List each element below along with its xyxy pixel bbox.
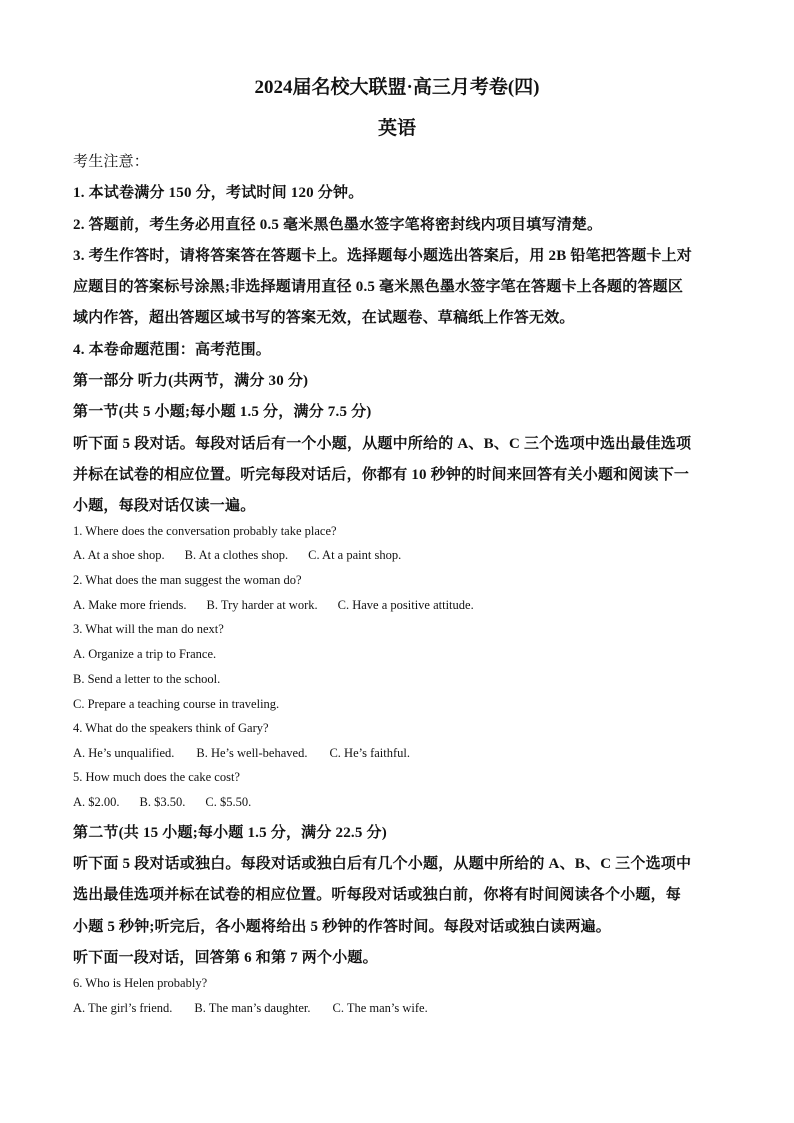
question-6-option-b: B. The man’s daughter. bbox=[194, 1001, 311, 1015]
section2-sub-instruction: 听下面一段对话，回答第 6 和第 7 两个小题。 bbox=[73, 950, 378, 966]
question-5-options bbox=[73, 795, 725, 810]
question-5-stem: 5. How much does the cake cost? bbox=[73, 770, 240, 784]
section1-heading: 第一节(共 5 小题;每小题 1.5 分，满分 7.5 分) bbox=[73, 404, 372, 420]
question-1-options bbox=[73, 548, 725, 563]
section2-instructions-line-3: 小题 5 秒钟;听完后，各小题将给出 5 秒钟的作答时间。每段对话或独白读两遍。 bbox=[73, 919, 611, 935]
notice-item-4: 4. 本卷命题范围：高考范围。 bbox=[73, 342, 272, 358]
question-2-option-b: B. Try harder at work. bbox=[206, 598, 318, 612]
question-6-option-a: A. The girl’s friend. bbox=[73, 1001, 173, 1015]
section2-heading: 第二节(共 15 小题;每小题 1.5 分，满分 22.5 分) bbox=[73, 825, 387, 841]
question-1-option-a: A. At a shoe shop. bbox=[73, 548, 165, 562]
question-2-option-c: C. Have a positive attitude. bbox=[337, 598, 474, 612]
question-5-option-b: B. $3.50. bbox=[139, 795, 186, 809]
question-4-stem: 4. What do the speakers think of Gary? bbox=[73, 721, 269, 735]
section2-instructions-line-1: 听下面 5 段对话或独白。每段对话或独白后有几个小题，从题中所给的 A、B、C 三个选项中 bbox=[73, 856, 692, 872]
exam-title: 2024届名校大联盟·高三月考卷(四) bbox=[254, 77, 540, 98]
question-1-option-b: B. At a clothes shop. bbox=[184, 548, 289, 562]
exam-subject: 英语 bbox=[377, 118, 416, 139]
notice-item-3-line-3: 域内作答，超出答题区域书写的答案无效，在试题卷、草稿纸上作答无效。 bbox=[73, 310, 575, 326]
question-5-option-a: A. $2.00. bbox=[73, 795, 120, 809]
question-6-option-c: C. The man’s wife. bbox=[332, 1001, 428, 1015]
question-4-options bbox=[73, 746, 725, 761]
question-1-option-c: C. At a paint shop. bbox=[308, 548, 402, 562]
question-3-option-b: B. Send a letter to the school. bbox=[73, 672, 221, 686]
section2-instructions-line-2: 选出最佳选项并标在试卷的相应位置。听每段对话或独白前，你将有时间阅读各个小题，每 bbox=[73, 887, 682, 903]
section1-instructions-line-3: 小题，每段对话仅读一遍。 bbox=[73, 498, 256, 514]
question-6-options bbox=[73, 1001, 725, 1016]
question-4-option-c: C. He’s faithful. bbox=[329, 746, 410, 760]
question-4-option-a: A. He’s unqualified. bbox=[73, 746, 175, 760]
notice-item-3-line-2: 应题目的答案标号涂黑;非选择题请用直径 0.5 毫米黑色墨水签字笔在答题卡上各题的答题区 bbox=[73, 279, 684, 295]
question-1-stem: 1. Where does the conversation probably take place? bbox=[73, 524, 337, 538]
question-2-options bbox=[73, 598, 725, 613]
question-3-stem: 3. What will the man do next? bbox=[73, 622, 224, 636]
question-3-option-a: A. Organize a trip to France. bbox=[73, 647, 217, 661]
notice-item-3-line-1: 3. 考生作答时，请将答案答在答题卡上。选择题每小题选出答案后，用 2B 铅笔把答题卡上对 bbox=[73, 248, 693, 264]
section1-instructions-line-2: 并标在试卷的相应位置。听完每段对话后，你都有 10 秒钟的时间来回答有关小题和阅读下一 bbox=[73, 467, 690, 483]
question-2-stem: 2. What does the man suggest the woman do? bbox=[73, 573, 302, 587]
question-2-option-a: A. Make more friends. bbox=[73, 598, 187, 612]
question-3-option-c: C. Prepare a teaching course in traveling. bbox=[73, 697, 280, 711]
section1-instructions-line-1: 听下面 5 段对话。每段对话后有一个小题，从题中所给的 A、B、C 三个选项中选出最佳选项 bbox=[73, 436, 692, 452]
question-4-option-b: B. He’s well-behaved. bbox=[196, 746, 308, 760]
notice-heading: 考生注意： bbox=[73, 154, 150, 170]
part1-heading: 第一部分 听力(共两节，满分 30 分) bbox=[73, 373, 309, 389]
notice-item-1: 1. 本试卷满分 150 分，考试时间 120 分钟。 bbox=[73, 185, 364, 201]
question-6-stem: 6. Who is Helen probably? bbox=[73, 976, 208, 990]
notice-item-2: 2. 答题前，考生务必用直径 0.5 毫米黑色墨水签字笔将密封线内项目填写清楚。 bbox=[73, 217, 603, 233]
question-5-option-c: C. $5.50. bbox=[205, 795, 252, 809]
